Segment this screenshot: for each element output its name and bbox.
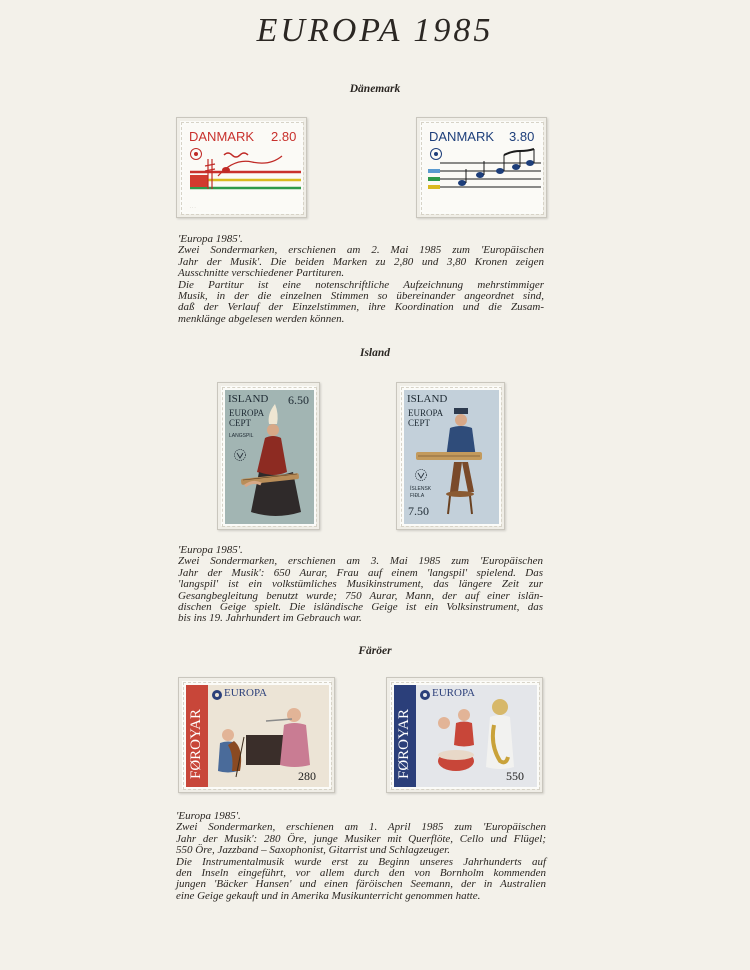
stamp-country-label: ISLAND bbox=[228, 393, 269, 405]
caption-line: 550 Öre, Jazzband – Saxophonist, Gitarrist und Schlagzeuger. bbox=[176, 844, 450, 857]
stamp-instrument-label: ÍSLENSK bbox=[410, 486, 432, 492]
stamp-value: 280 bbox=[298, 769, 316, 783]
stamp-value: 2.80 bbox=[271, 129, 297, 144]
stamp-iceland-650 bbox=[225, 390, 314, 524]
stamp-instrument-label: LANGSPIL bbox=[229, 433, 254, 439]
europa-logo-icon bbox=[419, 689, 431, 701]
stamp-iceland-750 bbox=[404, 390, 499, 524]
caption-line: Musik, in der die einzelnen Stimmen so übereinander angeordnet sind, bbox=[178, 290, 544, 303]
caption-line: bis ins 19. Jahrhundert im Gebrauch war. bbox=[178, 612, 362, 625]
stamp-country-label: DANMARK bbox=[429, 129, 495, 144]
section-heading-iceland: Island bbox=[359, 347, 391, 359]
caption-line: 'Europa 1985'. bbox=[178, 544, 243, 556]
caption-line: Jahr der Musik': 280 Öre, junge Musiker mit Querflöte, Cello und Flügel; bbox=[176, 832, 546, 845]
europa-logo-icon bbox=[233, 448, 247, 462]
caption-line: 'Europa 1985'. bbox=[178, 233, 243, 245]
stamp-subtitle: CEPT bbox=[229, 418, 252, 428]
stamp-subtitle: CEPT bbox=[408, 418, 431, 428]
stamp-mount bbox=[176, 117, 307, 218]
stamp-mount bbox=[416, 117, 547, 218]
stamp-value: 550 bbox=[506, 769, 524, 783]
stamp-country-label: FØROYAR bbox=[188, 708, 204, 779]
stamp-subtitle: EUROPA bbox=[408, 408, 444, 418]
caption-line: 'langspil' ist ein volkstümliches Musikinstrument, das längere Zeit zur bbox=[178, 578, 543, 591]
stamp-instrument-label: FIÐLA bbox=[410, 493, 425, 499]
stamp-denmark-280 bbox=[184, 125, 301, 212]
europa-logo-icon bbox=[429, 147, 443, 161]
caption-line: 'Europa 1985'. bbox=[176, 810, 241, 822]
svg-text:· · ·: · · · bbox=[190, 206, 196, 210]
caption-line: Ausschnitte verschiedener Partituren. bbox=[178, 267, 345, 280]
caption-line: Die Partitur ist eine notenschriftliche Aufzeichnung mehrstimmiger bbox=[178, 278, 544, 291]
caption-line: Zwei Sondermarken, erschienen am 3. Mai 1985 zum 'Europäischen bbox=[178, 555, 543, 568]
europa-logo-icon bbox=[189, 147, 203, 161]
europa-logo-icon bbox=[211, 689, 223, 701]
section-heading-faroe: Färöer bbox=[358, 645, 392, 657]
caption-denmark bbox=[178, 234, 544, 325]
caption-line: menklänge abgelesen werden können. bbox=[178, 312, 345, 325]
stamp-mount bbox=[178, 677, 335, 793]
stamp-value: 7.50 bbox=[408, 504, 429, 518]
stamp-country-label: ISLAND bbox=[407, 393, 448, 405]
page-title: EUROPA 1985 bbox=[256, 12, 494, 49]
stamp-faroe-280 bbox=[186, 685, 329, 787]
caption-line: eine Geige gekauft und in Amerika Musikunterricht genommen hatte. bbox=[176, 889, 481, 902]
caption-iceland bbox=[178, 545, 543, 625]
caption-line: Die Instrumentalmusik wurde erst zu Beginn unseres Jahrhunderts auf bbox=[176, 855, 546, 868]
caption-line: Jahr der Musik': 650 Aurar, Frau auf einem 'langspil' spielend. Das bbox=[178, 566, 543, 579]
stamp-subtitle: EUROPA bbox=[229, 408, 265, 418]
stamp-country-label: FØROYAR bbox=[396, 708, 412, 779]
caption-faroe bbox=[176, 811, 546, 902]
caption-line: den Inseln eingeführt, vor allem durch den von Bornholm kommenden bbox=[176, 867, 546, 880]
stamp-country-label: DANMARK bbox=[189, 129, 255, 144]
europa-logo-icon bbox=[414, 468, 428, 482]
stamp-denmark-380 bbox=[424, 125, 541, 212]
stamp-mount bbox=[396, 382, 505, 530]
stamp-mount bbox=[386, 677, 543, 793]
stamp-subtitle: EUROPA bbox=[432, 687, 475, 699]
stamp-value: 6.50 bbox=[288, 393, 309, 407]
stamp-subtitle: EUROPA bbox=[224, 687, 267, 699]
caption-line: Zwei Sondermarken, erschienen am 2. Mai 1985 zum 'Europäischen bbox=[178, 244, 544, 257]
caption-line: dischen Geige spielt. Die isländische Geige ist ein Volksinstrument, das bbox=[178, 601, 543, 614]
section-heading-denmark: Dänemark bbox=[349, 83, 401, 95]
stamp-value: 3.80 bbox=[509, 129, 535, 144]
stamp-faroe-550 bbox=[394, 685, 537, 787]
caption-line: Zwei Sondermarken, erschienen am 1. April 1985 zum 'Europäischen bbox=[176, 821, 546, 834]
caption-line: Gesangbegleitung benutzt wurde; 750 Aurar, Mann, der auf einer islän- bbox=[178, 589, 543, 602]
caption-line: jungen 'Bäcker Hansen' und einen färöischen Seemann, der in Australien bbox=[176, 878, 546, 891]
caption-line: daß der Verlauf der Einzelstimmen, ihre Koordination und die Zusam- bbox=[178, 301, 544, 314]
caption-line: Jahr der Musik'. Die beiden Marken zu 2,80 und 3,80 Kronen zeigen bbox=[178, 255, 544, 268]
stamp-mount bbox=[217, 382, 320, 530]
